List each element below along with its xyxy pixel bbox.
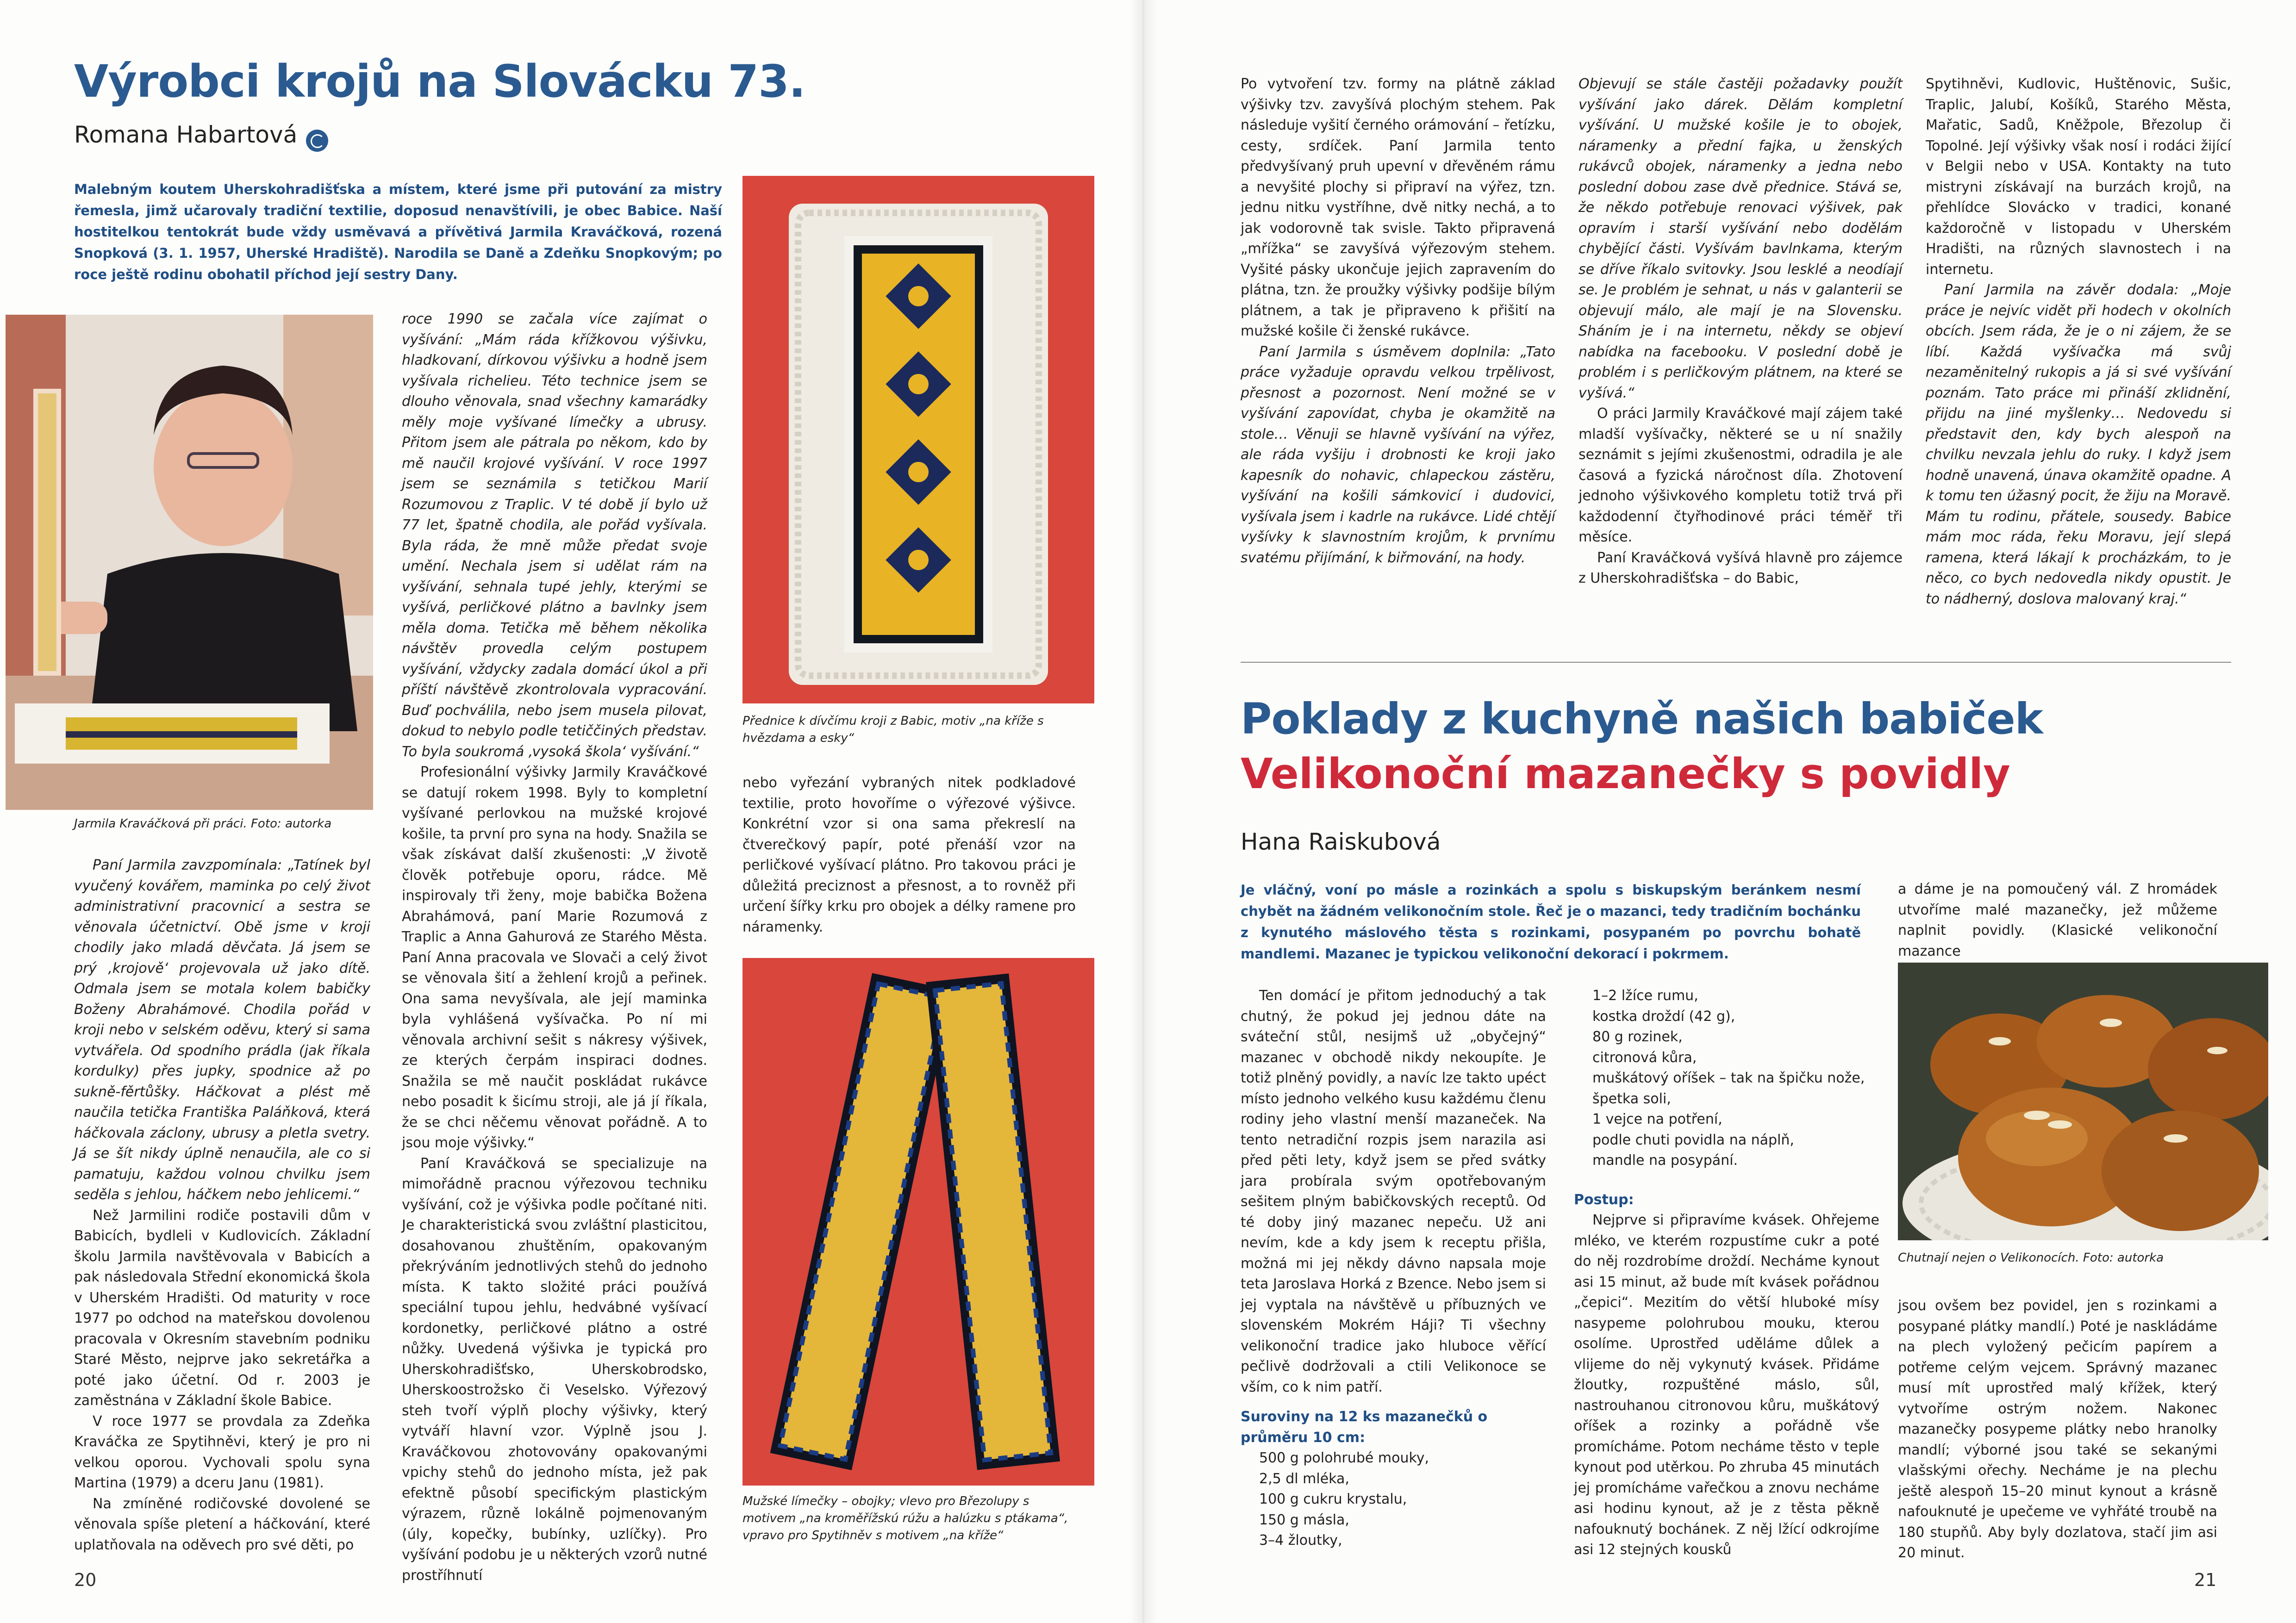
left-page xyxy=(0,0,1143,1623)
photo-woman-embroidering-image xyxy=(6,315,373,810)
ingredient-item: 2,5 dl mléka, xyxy=(1259,1470,1349,1487)
ingredient-item: 100 g cukru krystalu, xyxy=(1259,1491,1407,1507)
photo-prednice-image xyxy=(742,176,1094,703)
paragraph: Objevují se stále častěji požadavky použít vyšívání jako dárek. Dělám kompletní vyšívání. U mužské košile je to obojek, náramenky a přední fajka, u ženských rukávců obojek, náramenky a jedna nebo poslední dobou zase dvě přednice. Stává se, že někdo potřebuje renovaci výšivek, pak opravím i starší vyšívání nebo dodělám chybějící části. Vyšívám bavlnkama, kterým se dříve říkalo svitovky. Jsou lesklé a neodíají se. Je problém je sehnat, u nás v galanterii se objevují málo, ale mají je na Slovensku. Sháním je i na internetu, někdy se objeví nabídka na facebooku. V poslední době je problém i s perličkovým plátnem, na které se vyšívá.“ xyxy=(1578,76,1903,401)
article2-column-3-bottom: jsou ovšem bez povidel, jen s rozinkami a posypané plátky mandlí.) Poté je naskládáme na plech vyložený pečicím papírem a potřeme celým vejcem. Správný mazanec musí mít uprostřed malý křížek, který vytvoříme ostrým nožem. Nakonec mazanečky posypeme plátky nebo hranolky mandlí; výborné jsou také se sekanými vlašskými ořechy. Necháme je na plechu ještě alespoň 15–20 minut kynout a krásně nafouknuté je upečeme ve vyhřáté troubě na 180 stupňů. Aby byly dozlatova, stačí jim asi 20 minut. xyxy=(1898,1298,2217,1561)
photo-collars-caption: Mužské límečky – obojky; vlevo pro Březolupy s motivem „na kroměřížskú rúžu a halúzku s ptákama“, vpravo pro Spytihněv s motivem „na kříže“ xyxy=(742,1494,1068,1542)
left-column-3 xyxy=(742,773,1076,938)
photo-collars xyxy=(742,958,1094,1486)
ingredient-item: 150 g másla, xyxy=(1259,1511,1349,1528)
postup-text xyxy=(1574,1210,1879,1561)
page-number-right: 21 xyxy=(2194,1570,2217,1590)
paragraph: Na zmíněné rodičovské dovolené se věnovala spíše pletení a háčkování, které uplatňovala na oděvech pro své děti, po xyxy=(74,1495,370,1553)
author-line xyxy=(74,121,328,152)
article2-column-1 xyxy=(1241,986,1546,1398)
paragraph: Paní Jarmila na závěr dodala: „Moje práce je nejvíc vidět při hodech v okolních obcích. Jsem ráda, že je o ni zájem, že se líbí. Každá vyšívačka má svůj nezaměnitelný rukopis a já si své vyšívání poznám. Tato práce mi přináší zklidnění, přijdu na jiné myšlenky… Nedovedu si představit den, kdy bych alespoň na chvilku nevzala jehlu do ruky. I když jsem hodně unavená, únava okamžitě opadne. A k tomu ten úžasný pocit, že žiju na Moravě. Mám tu rodinu, přátele, sousedy. Babice mám moc ráda, řeku Moravu, její slepá ramena, která lákají k procházkám, to je něco, co bych nedovedla nikdy opustit. Je to nádherný, doslova malovaný kraj.“ xyxy=(1926,282,2231,607)
ingredient-item: mandle na posypání. xyxy=(1592,1152,1738,1169)
article2-column-2 xyxy=(1574,986,1879,1561)
author-badge-icon xyxy=(306,130,328,152)
article2-title: Poklady z kuchyně našich babiček xyxy=(1241,694,2043,744)
paragraph: V roce 1977 se provdala za Zdeňka Kraváčka ze Spytihněvi, který je pro ni velkou oporou. Vychovali spolu syna Martina (1979) a dceru Janu (1981). xyxy=(74,1413,370,1491)
paragraph: Nejprve si připravíme kvásek. Ohřejeme mléko, ve kterém rozpustíme cukr a poté do něj rozdrobíme droždí. Necháme kynout asi 15 minut, až bude mít kvásek pořádnou „čepici“. Mezitím do větší hluboké mísy nasypeme polohrubou mouku, kterou osolíme. Uprostřed uděláme důlek a vlijeme do něj vykynutý kvásek. Přidáme žloutky, rozpuštěné máslo, sůl, nastrouhanou citronovou kůru, muškátový oříšek a rozinky a pořádně vše promícháme. Potom necháme těsto v teple kynout pod utěrkou. Po zhruba 45 minutách jej promícháme vařečkou a znovu necháme asi hodinu kynout, až je z těsta pěkně nafouknutý bochánek. Z něj lžící odkrojíme asi 12 stejných kousků xyxy=(1574,1212,1879,1558)
paragraph: Spytihněvi, Kudlovic, Huštěnovic, Sušic, Traplic, Jalubí, Košíků, Starého Města, Mařatic, Sadů, Kněžpole, Březolup či Topolné. Její výšivky však nosí i rodáci žijící v Belgii nebo v USA. Kontakty na tuto mistryni získávají na burzách krojů, na přehlídce Slovácko v tradici, konané každoročně v listopadu v Uherském Hradišti, na různých slavnostech i na internetu. xyxy=(1926,76,2231,278)
article-lead: Malebným koutem Uherskohradišťska a místem, které jsme při putování za mistry řemesla, jimž učarovaly tradiční textilie, doposud nenavštívili, je obec Babice. Naší hostitelkou tentokrát bude vždy usměvavá a přívětivá Jarmila Kraváčková, rozená Snopková (3. 1. 1957, Uherské Hradiště). Narodila se Daně a Zdeňku Snopkovým; po roce ještě rodinu obohatil příchod její sestry Dany. xyxy=(74,181,722,282)
article2-subtitle: Velikonoční mazanečky s povidly xyxy=(1241,750,2010,798)
ingredients-block xyxy=(1241,1407,1546,1551)
ingredient-item: muškátový oříšek – tak na špičku nože, xyxy=(1592,1070,1865,1086)
paragraph: Paní Kraváčková se specializuje na mimořádně pracnou výřezovou techniku vyšívání, což je výšivka podle počítané niti. Je charakteristická svou zvláštní plasticitou, dosahovanou zhuštěním, opakovaným překrýváním jednotlivých stehů do jednoho místa. K takto složité práci používá speciální tupou jehlu, hedvábné vyšívací kordonetky, perličkové plátno a ostré nůžky. Uvedená výšivka je typická pro Uherskohradišťsko, Uherskobrodsko, Uherskoostrožsko či Veselsko. Výřezový steh tvoří výplň plochy výšivky, který vytváří hlavní vzor. Výplně jsou J. Kraváčkovou zhotovovány opakovanými vpichy stehů do jednoho místa, jež pak efektně působí specifickým plastickým výrazem, různě lokálně pojmenovaným (úly, kopečky, bubínky, uzlíčky). Pro vyšívání podobu je u některých vzorů nutné prostříhnutí xyxy=(402,1155,707,1584)
photo-mazanecky xyxy=(1898,963,2268,1240)
photo-mazanecky-image xyxy=(1898,963,2268,1240)
photo-woman-caption: Jarmila Kraváčková při práci. Foto: autorka xyxy=(74,817,332,831)
paragraph: Paní Jarmila s úsměvem doplnila: „Tato práce vyžaduje opravdu velkou trpělivost, přesnost a pozornost. Není možné se v vyšívání zapovídat, chyba je okamžitě na stole… Věnuji se hlavně vyšívání na výřez, ale ráda vyšiju i drobnosti ke kroji jako kapesník do nohavic, chlapeckou zástěru, vyšívání na košili sámkovicí i dudovici, vyšívala jsem i kadrle na rukávce. Lidé chtějí vyšívky k slavnostním krojům, k prvnímu svatému přijímání, k biřmování, na hody. xyxy=(1241,343,1555,566)
right-page xyxy=(1143,0,2296,1623)
ingredients-list-a xyxy=(1241,1448,1546,1551)
ingredient-item: 3–4 žloutky, xyxy=(1259,1532,1342,1548)
ingredient-item: citronová kůra, xyxy=(1592,1049,1697,1066)
photo-woman-embroidering xyxy=(6,315,373,810)
page-gutter xyxy=(1129,0,1157,1623)
paragraph: O práci Jarmily Kraváčkové mají zájem také mladší vyšívačky, některé se u ní snažily seznámit s jejími zkušenostmi, odradila je ale časová a fyzická náročnost díla. Zhotovení jednoho výšivkového kompletu totiž trvá při každodenní čtyřhodinové práci téměř tři měsíce. xyxy=(1578,405,1903,545)
article-title: Výrobci krojů na Slovácku 73. xyxy=(74,56,805,107)
section-divider xyxy=(1241,662,2231,663)
paragraph: Paní Jarmila zavzpomínala: „Tatínek byl vyučený kovářem, maminka po celý život administrativní pracovnicí a sestra se věnovala účetnictví. Obě jsme v kroji chodily jako mladá děvčata. Já jsem se prý ‚krojově‘ projevovala už jako dítě. Odmala jsem se motala kolem babičky Boženy Abrahámové. Chodila pořád v kroji nebo v selském oděvu, který si sama vytvářela. Od spodního prádla (jak říkala kordulky) přes jupky, spodnice až po sukně-fěrtůšky. Háčkovat a plést mě naučila tetička Františka Paláňková, která háčkovala záclony, ubrusy a pletla svetry. Já se šít nikdy úplně nenaučila, ale co si pamatuju, každou volnou chvilku jsem seděla s jehlou, háčkem nebo jehlicemi.“ xyxy=(74,857,370,1203)
paragraph: Než Jarmilini rodiče postavili dům v Babicích, bydleli v Kudlovicích. Základní školu Jarmila navštěvovala v Babicích a pak následovala Střední ekonomická škola v Uherském Hradišti. Od maturity v roce 1977 po odchod na mateřskou dovolenou pracovala v Okresním stavebním podniku Staré Město, nejprve jako sekretářka a poté jako účetní. Od r. 2003 je zaměstnána v Základní škole Babice. xyxy=(74,1207,370,1409)
paragraph: Po vytvoření tzv. formy na plátně základ výšivky tzv. zavyšívá plochým stehem. Pak následuje vyšití černého orámování – řetízku, cesty, srdíček. Paní Jarmila tento předvyšívaný pruh upevní v dřevěném rámu a nevyšité plochy si připraví na výřez, tzn. jednu nitku vystříhne, dvě nitky nechá, a to jak vodorovně tak svisle. Takto připravená „mřížka“ se zavyšívá výřezovým stehem. Vyšité pásky ukončuje jejich zapravením do plátna, tzn. že proužky výšivky podšije bílým plátnem, a tak je připraveno k přišití na mužské košile či ženské rukávce. xyxy=(1241,76,1555,339)
article2-column-3-top: a dáme je na pomoučený vál. Z hromádek utvoříme malé mazanečky, jež můžeme naplnit povidly. (Klasické velikonoční mazance xyxy=(1898,881,2217,959)
right-top-column-1 xyxy=(1241,74,1555,568)
ingredient-item: špetka soli, xyxy=(1592,1090,1671,1107)
postup-heading: Postup: xyxy=(1574,1191,1634,1208)
photo-collars-image xyxy=(742,958,1094,1486)
ingredient-item: 80 g rozinek, xyxy=(1592,1029,1683,1045)
author-name: Romana Habartová xyxy=(74,121,298,148)
ingredient-item: podle chuti povidla na náplň, xyxy=(1592,1132,1794,1148)
ingredients-heading: Suroviny na 12 ks mazanečků o průměru 10 cm: xyxy=(1241,1409,1488,1446)
right-top-column-2 xyxy=(1578,74,1903,589)
article2-author: Hana Raiskubová xyxy=(1241,828,1441,855)
ingredient-item: 500 g polohrubé mouky, xyxy=(1259,1450,1429,1466)
photo-prednice xyxy=(742,176,1094,703)
ingredient-item: 1–2 lžíce rumu, xyxy=(1592,988,1698,1004)
left-column-1 xyxy=(74,855,370,1555)
ingredients-list-b xyxy=(1574,986,1879,1171)
paragraph: Paní Kraváčková vyšívá hlavně pro zájemce z Uherskohradišťska – do Babic, xyxy=(1578,549,1903,586)
article2-lead: Je vláčný, voní po másle a rozinkách a spolu s biskupským beránkem nesmí chybět na žádném velikonočním stole. Řeč je o mazanci, tedy tradičním bochánku z kynutého máslového těsta s rozinkami, posypaném po povrchu bohatě mandlemi. Mazanec je typickou velikonoční dekorací i pokrmem. xyxy=(1241,882,1861,962)
right-top-column-3 xyxy=(1926,74,2231,609)
ingredient-item: 1 vejce na potření, xyxy=(1592,1111,1722,1127)
left-column-2 xyxy=(402,309,707,1586)
paragraph: Ten domácí je přitom jednoduchý a tak chutný, že pokud jej jednou dáte na sváteční stůl, nesijmš už „obyčejný“ mazanec v obchodě nikdy nekoupíte. Je totiž plněný povidly, a navíc lze takto upéct místo jednoho velkého kusu každému členu rodiny jeho vlastní menší mazaneček. Na tento netradiční rozpis jsem narazila asi před pěti lety, když jsem se před svátky jara probírala svým opotřebovaným sešitem plným babičkovských receptů. Od té doby jiný mazanec nepeču. Už ani nevím, kde a kdy jsem k receptu přišla, možná mi jej někdy dávno napsala moje teta Jaroslava Horká z Bzence. Nebo jsem si jej vyptala na návštěvě u příbuzných ve slovenském Mokrém Háji? Ti všechny velikonoční tradice jako hluboce věřící pečlivě dodržovali a ctili Velikonoce se vším, co k nim patří. xyxy=(1241,988,1546,1395)
photo-mazanecky-caption: Chutnají nejen o Velikonocích. Foto: autorka xyxy=(1898,1251,2164,1265)
photo-prednice-caption: Přednice k dívčímu kroji z Babic, motiv „na kříže s hvězdama a esky“ xyxy=(742,714,1044,745)
paragraph: nebo vyřezání vybraných nitek podkladové textilie, proto hovoříme o výřezové výšivce. Konkrétní vzor si ona sama překreslí na čtverečkový papír, poté přenáší vzor na perličkové vyšívací plátno. Pro takovou práci je důležitá preciznost a přesnost, a to rovněž při určení šířky krku pro obojek a délky ramene pro náramenky. xyxy=(742,775,1076,935)
paragraph: Profesionální výšivky Jarmily Kraváčkové se datují rokem 1998. Byly to kompletní vyšívané perlovkou na mužské krojové košile, ta první pro syna na hody. Snažila se však získávat další zkušenosti: „V životě člověk potřebuje oporu, rádce. Mě inspirovaly tři ženy, moje babička Božena Abrahámová, paní Marie Rozumová z Traplic a Anna Gahurová ze Starého Města. Paní Anna pracovala ve Slovači a celý život se věnovala šití a žehlení krojů a peřinek. Ona sama nevyšívala, ale její maminka byla vyhlášená vyšívačka. Po ní mi věnovala archivní sešit s nákresy výšivek, ze kterých čerpám inspiraci dodnes. Snažila se mě naučit poskládat rukávce nebo posadit k šicímu stroji, ale já jí říkala, že se chci něčemu věnovat pořádně. A to jsou moje výšivky.“ xyxy=(402,764,707,1151)
page-number-left: 20 xyxy=(74,1570,97,1590)
paragraph: roce 1990 se začala více zajímat o vyšívání: „Mám ráda křížkovou výšivku, hladkovaní, dírkovou výšivku a hodně jsem vyšívala richelieu. Této technice jsem se dlouho věnovala, snad všechny kamarádky měly moje vyšívané límečky a ubrusy. Přitom jsem ale pátrala po někom, kdo by mě naučil krojové vyšívání. V roce 1997 jsem se seznámila s tetičkou Marií Rozumovou z Traplic. V té době jí bylo už 77 let, špatně chodila, ale pořád vyšívala. Byla ráda, že mně může předat svoje umění. Nechala jsem si udělat rám na vyšívání, sehnala tupé jehly, kterými se vyšívá, perličkové plátno a bavlnky jsem měla doma. Tetička mě během několika návštěv provedla celým postupem vyšívání, vždycky zadala domácí úkol a při příští návštěvě zkontrolovala vypracování. Buď pochválila, nebo jsem musela pilovat, dokud to nebylo podle tetiččiných představ. To byla soukromá ‚vysoká škola‘ vyšívání.“ xyxy=(402,311,707,760)
ingredient-item: kostka droždí (42 g), xyxy=(1592,1008,1735,1025)
